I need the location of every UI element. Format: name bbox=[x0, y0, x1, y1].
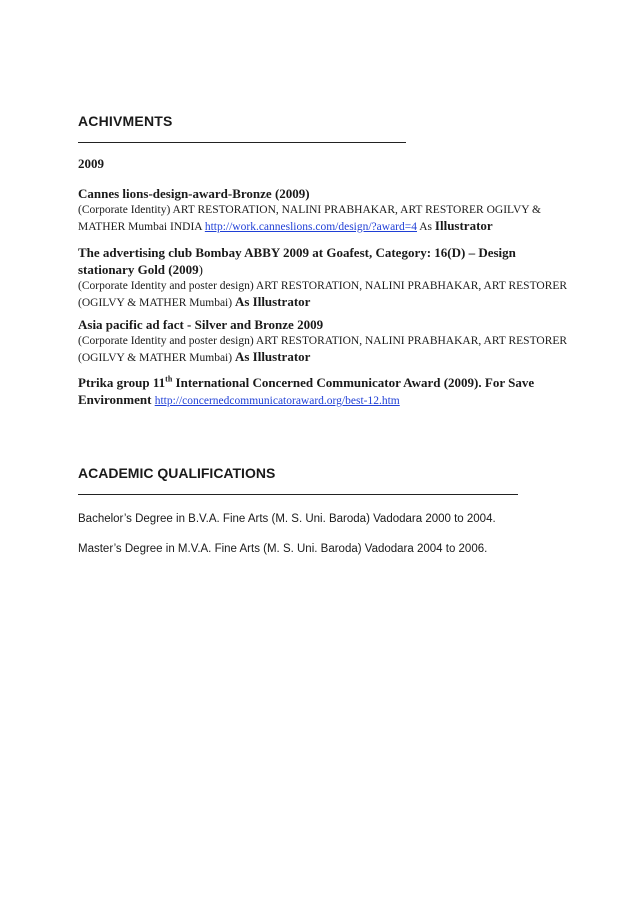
award-title-text: The advertising club Bombay ABBY 2009 at Goafest, Category: 16(D) – Design stationary Gold (2009 bbox=[78, 245, 516, 277]
achievements-heading: ACHIVMENTS bbox=[78, 113, 173, 129]
academic-divider bbox=[78, 494, 518, 495]
qualification-item-master bbox=[78, 542, 487, 557]
award-description bbox=[78, 333, 568, 366]
award-role: As Illustrator bbox=[234, 349, 311, 364]
award-title bbox=[78, 244, 568, 278]
award-title-sup: th bbox=[165, 374, 173, 384]
qualification-detail: B.V.A. Fine Arts (M. S. Uni. Baroda) Vadodara 2000 to 2004. bbox=[184, 513, 496, 525]
award-role: As Illustrator bbox=[234, 294, 311, 309]
award-as-label: As bbox=[419, 221, 433, 233]
award-title-part2: International Concerned Communicator Award (2009). For Save Environment bbox=[78, 375, 535, 407]
award-link[interactable]: http://work.canneslions.com/design/?award=4 bbox=[204, 221, 417, 233]
award-description bbox=[78, 202, 568, 235]
award-entry-abby bbox=[78, 244, 568, 311]
award-description bbox=[78, 278, 568, 311]
achievements-year: 2009 bbox=[78, 156, 104, 171]
award-title bbox=[78, 374, 568, 410]
qualification-prefix: Master’s Degree in bbox=[78, 543, 175, 555]
award-body-text: (Corporate Identity and poster design) ART RESTORATION, NALINI PRABHAKAR, ART RESTORER (OGILVY & MATHER Mumbai) bbox=[78, 335, 568, 364]
qualification-detail: M.V.A. Fine Arts (M. S. Uni. Baroda) Vadodara 2004 to 2006. bbox=[174, 543, 488, 555]
qualification-prefix: Bachelor’s Degree in bbox=[78, 513, 185, 525]
award-role: Illustrator bbox=[434, 218, 493, 233]
award-link[interactable]: http://concernedcommunicatoraward.org/best-12.htm bbox=[154, 395, 400, 407]
award-title: Asia pacific ad fact - Silver and Bronze 2009 bbox=[78, 317, 324, 332]
award-body-text: (Corporate Identity) ART RESTORATION, NALINI PRABHAKAR, ART RESTORER OGILVY & MATHER Mumbai INDIA bbox=[78, 204, 541, 233]
award-title-close: ) bbox=[198, 262, 203, 277]
qualification-item-bachelor bbox=[78, 512, 496, 527]
award-entry-ptrika bbox=[78, 374, 568, 410]
award-title-part1: Ptrika group 11 bbox=[78, 375, 166, 390]
award-body-text: (Corporate Identity and poster design) ART RESTORATION, NALINI PRABHAKAR, ART RESTORER (OGILVY & MATHER Mumbai) bbox=[78, 280, 568, 309]
award-entry-asia-pacific bbox=[78, 316, 568, 366]
academic-heading: ACADEMIC QUALIFICATIONS bbox=[78, 465, 276, 481]
award-entry-cannes bbox=[78, 185, 568, 235]
award-title: Cannes lions-design-award-Bronze (2009) bbox=[78, 186, 310, 201]
achievements-divider bbox=[78, 142, 406, 143]
